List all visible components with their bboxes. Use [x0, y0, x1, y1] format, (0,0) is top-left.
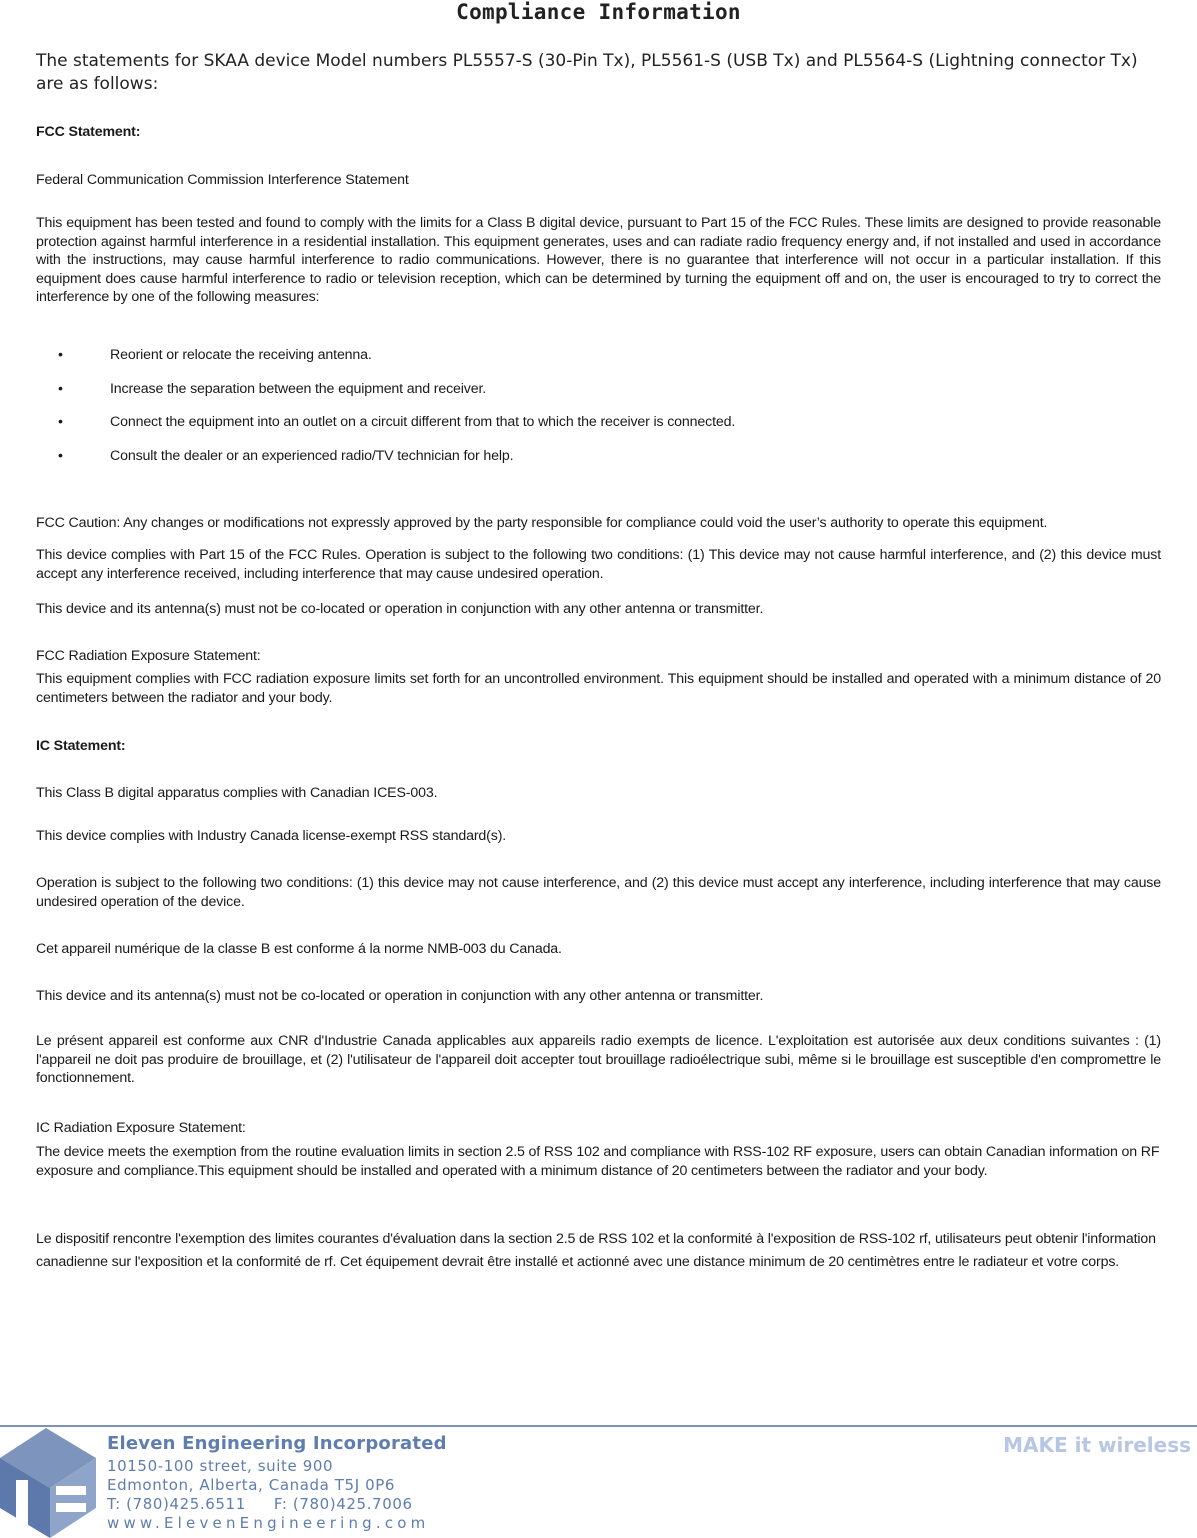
ic-rss: This device complies with Industry Canada license-exempt RSS standard(s). — [36, 828, 507, 844]
ic-nmb: Cet appareil numérique de la classe B est conforme á la norme NMB-003 du Canada. — [36, 941, 562, 957]
fcc-paragraph: This equipment has been tested and found to comply with the limits for a Class B digital device, pursuant to Part 15 of the FCC Rules. These limits are designed to provide reasonable protection against harmful interference in a residential installation. This equipment generates, uses and can radiate radio frequency energy and, if not installed and used in accordance with the instructions, may cause harmful interference to radio communications. However, there is no guarantee that interference will not occur in a particular installation. If this equipment does cause harmful interference to radio or television reception, which can be determined by turning the equipment off and on, the user is encouraged to try to correct the interference by one of the following measures: — [36, 215, 1161, 305]
ic-french-cnr: Le présent appareil est conforme aux CNR d'Industrie Canada applicables aux appareils radio exempts de licence. L'exploitation est autorisée aux deux conditions suivantes : (1) l'appareil ne doit pas produire de brouillage, et (2) l'utilisateur de l'appareil doit accepter tout brouillage radioélectrique subi, même si le brouillage est susceptible d'en compromettre le fonctionnement. — [36, 1033, 1161, 1086]
intro-paragraph: The statements for SKAA device Model numbers PL5557-S (30-Pin Tx), PL5561-S (USB Tx) and PL5564-S (Lightning connector Tx) are as follows: — [36, 51, 1138, 94]
tagline: MAKE it wireless — [1003, 1433, 1191, 1457]
company-fax: F: (780)425.7006 — [273, 1495, 413, 1513]
company-website: www.ElevenEngineering.com — [107, 1514, 430, 1532]
ic-operation: Operation is subject to the following two conditions: (1) this device may not cause interference, and (2) this device must accept any interference, including interference that may cause undesired operation of the device. — [36, 875, 1161, 910]
ic-colocated: This device and its antenna(s) must not be co-located or operation in conjunction with any other antenna or transmitter. — [36, 988, 764, 1004]
fcc-measures-list — [36, 346, 1161, 480]
company-name: Eleven Engineering Incorporated — [107, 1433, 447, 1454]
ic-radiation-text: The device meets the exemption from the routine evaluation limits in section 2.5 of RSS 102 and compliance with RSS-102 RF exposure, users can obtain Canadian information on RF exposure and compliance.This equipment should be installed and operated with a minimum distance of 20 centimeters between the radiator and your body. — [36, 1144, 1160, 1179]
fcc-radiation-text: This equipment complies with FCC radiation exposure limits set forth for an uncontrolled environment. This equipment should be installed and operated with a minimum distance of 20 centimeters between the radiator and your body. — [36, 671, 1161, 706]
footer-divider — [0, 1425, 1197, 1427]
bullet-icon: • — [58, 347, 63, 363]
fcc-colocated: This device and its antenna(s) must not be co-located or operation in conjunction with any other antenna or transmitter. — [36, 601, 764, 617]
company-city: Edmonton, Alberta, Canada T5J 0P6 — [107, 1476, 396, 1494]
company-street: 10150-100 street, suite 900 — [107, 1457, 334, 1475]
list-item: • Consult the dealer or an experienced radio/TV technician for help. — [58, 447, 514, 464]
bullet-icon: • — [58, 380, 63, 397]
bullet-icon: • — [58, 414, 63, 430]
ic-radiation-french: Le dispositif rencontre l'exemption des limites courantes d'évaluation dans la section 2.5 de RSS 102 et la conformité à l'exposition de RSS-102 rf, utilisateurs peut obtenir l'information canadienne sur l'exposition et la conformité de rf. Cet équipement devrait être installé et actionné avec une distance minimum de 20 centimètres entre le radiateur et votre corps. — [36, 1231, 1156, 1270]
ic-ices: This Class B digital apparatus complies with Canadian ICES-003. — [36, 785, 438, 801]
company-contact — [107, 1494, 413, 1514]
fcc-part15: This device complies with Part 15 of the FCC Rules. Operation is subject to the following two conditions: (1) This device may not cause harmful interference, and (2) this device must accept any interference received, including interference that may cause undesired operation. — [36, 547, 1161, 582]
list-item: • Increase the separation between the equipment and receiver. — [58, 380, 487, 397]
fcc-caution: FCC Caution: Any changes or modifications not expressly approved by the party responsible for compliance could void the user’s authority to operate this equipment. — [36, 515, 1048, 531]
fcc-subheading: Federal Communication Commission Interference Statement — [36, 172, 409, 188]
company-phone: T: (780)425.6511 — [107, 1495, 246, 1513]
page-title: Compliance Information — [456, 0, 741, 24]
fcc-heading: FCC Statement: — [36, 124, 141, 140]
ic-radiation-heading: IC Radiation Exposure Statement: — [36, 1120, 246, 1136]
company-logo-icon — [0, 1428, 96, 1538]
bullet-icon: • — [58, 447, 63, 464]
list-item: • Reorient or relocate the receiving antenna. — [58, 347, 372, 363]
list-item: • Connect the equipment into an outlet on a circuit different from that to which the receiver is connected. — [58, 414, 736, 430]
ic-heading: IC Statement: — [36, 738, 126, 754]
fcc-radiation-heading: FCC Radiation Exposure Statement: — [36, 648, 261, 664]
